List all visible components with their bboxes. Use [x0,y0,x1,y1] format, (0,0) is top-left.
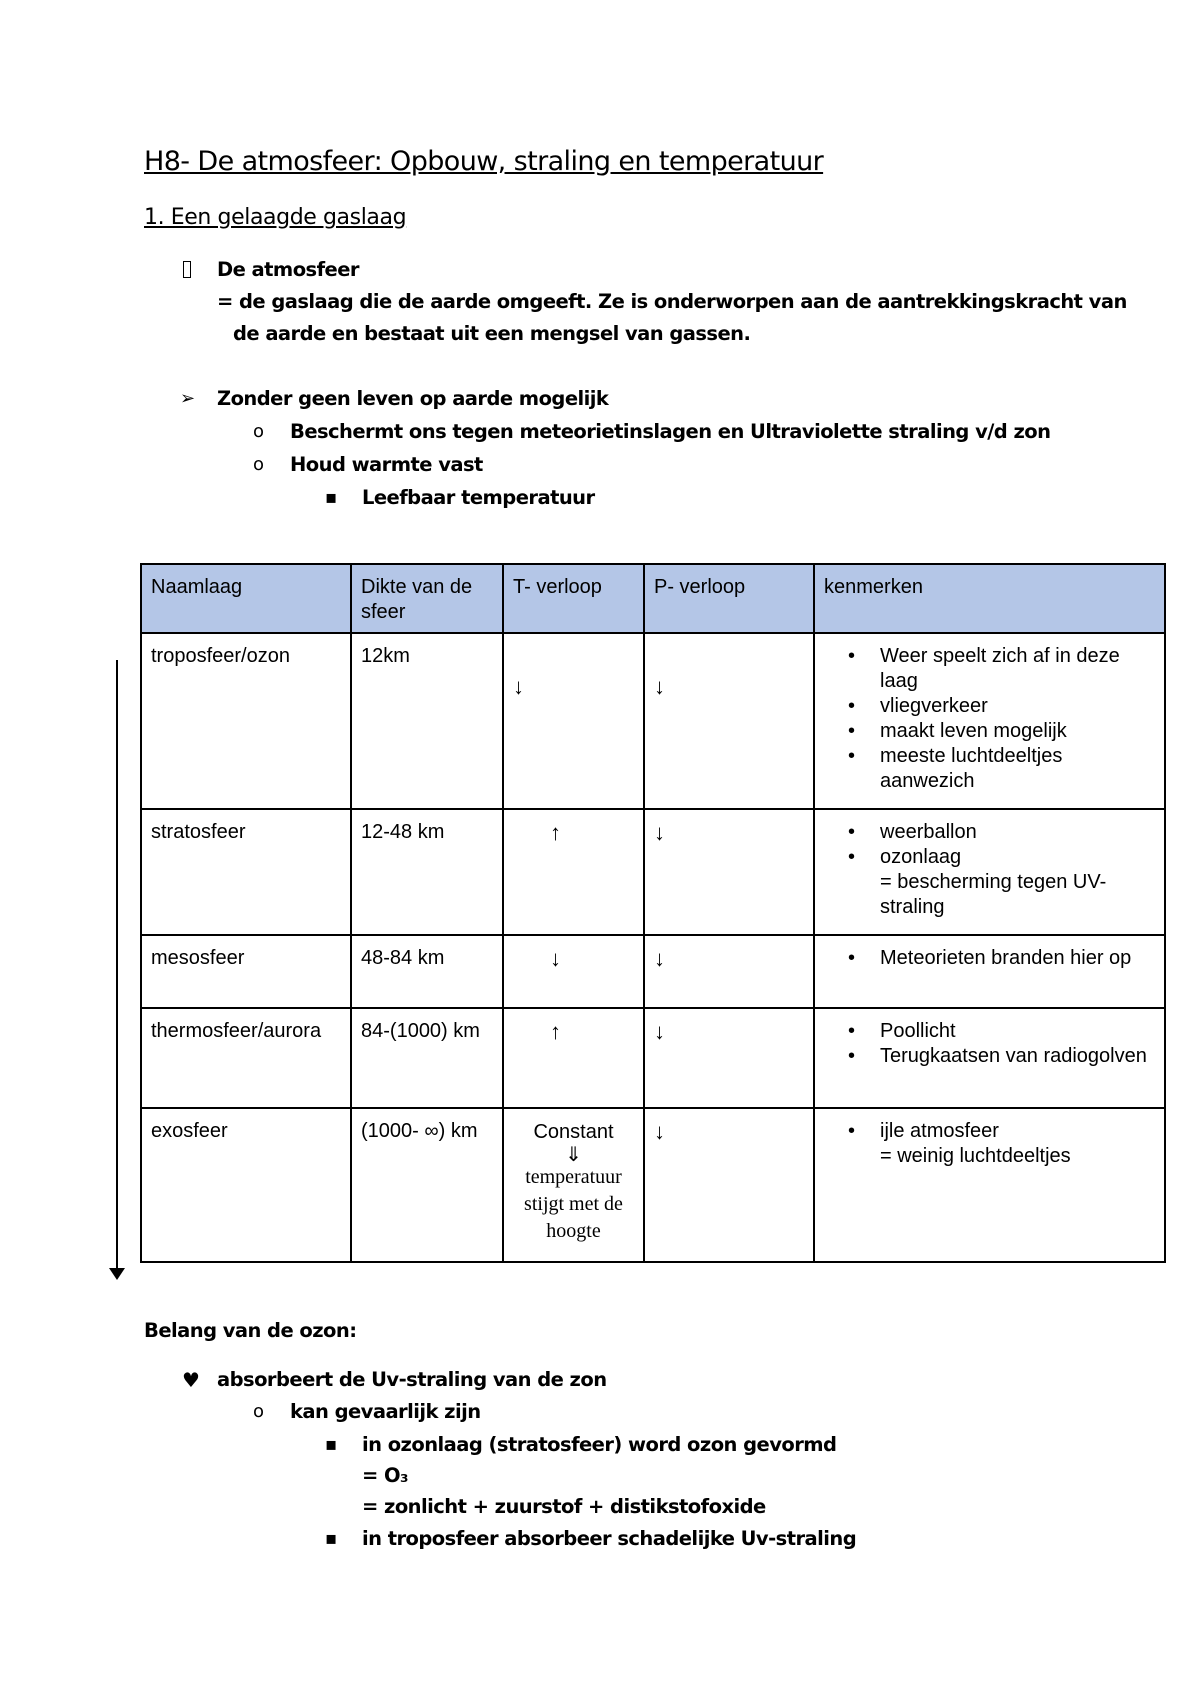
altitude-arrow-line [116,660,118,1272]
sub-point-warmth: Houd warmte vast [290,453,483,476]
sub-sub-point-temperature: Leefbaar temperatuur [362,486,595,509]
layer-name: stratosfeer [141,809,351,935]
term-atmosfeer: De atmosfeer [217,258,359,281]
layer-features [814,1108,1165,1262]
placeholder-box-icon [183,257,191,283]
table-row [141,1108,1165,1262]
double-arrow-down-icon: ⇓ [565,1144,582,1166]
sub-point-protection: Beschermt ons tegen meteorietinslagen en Ultraviolette straling v/d zon [290,420,1051,443]
pressure-trend: ↓ [644,1008,814,1108]
section-heading: 1. Een gelaagde gaslaag [144,205,407,230]
circle-bullet-icon: o [253,454,264,475]
ozone-sub-point: kan gevaarlijk zijn [290,1400,481,1423]
square-bullet-icon: ▪ [325,1528,337,1549]
layer-features [814,935,1165,1008]
column-header: P- verloop [644,564,814,633]
ozone-heading: Belang van de ozon: [144,1319,357,1342]
layer-features [814,1008,1165,1108]
feature-item: • maakt leven mogelijk [880,719,1155,744]
feature-item: • ozonlaag [880,845,1155,870]
layer-thickness: 12-48 km [351,809,503,935]
feature-item: • Terugkaatsen van radiogolven [880,1044,1155,1069]
feature-item: • Weer speelt zich af in deze laag [880,644,1155,694]
layer-thickness: 12km [351,633,503,809]
feature-item: • ijle atmosfeer [880,1119,1155,1144]
temperature-note: temperatuur stijgt met de hoogte [524,1166,623,1242]
square-bullet-icon: ▪ [325,487,337,508]
temperature-trend: ↓ [503,633,644,809]
layer-thickness: 84-(1000) km [351,1008,503,1108]
circle-bullet-icon: o [253,1401,264,1422]
feature-note: = weinig luchtdeeltjes [880,1145,1071,1167]
temperature-trend: ↑ [503,809,644,935]
feature-item: • meeste luchtdeeltjes aanwezich [880,744,1155,794]
feature-item: • Meteorieten branden hier op [880,946,1155,971]
layer-name: mesosfeer [141,935,351,1008]
definition-line-2: de aarde en bestaat uit een mengsel van gassen. [233,322,751,345]
ozone-item-1: in ozonlaag (stratosfeer) word ozon gevormd [362,1433,837,1456]
atmosphere-layers-table [140,563,1166,1263]
column-header: Dikte van de sfeer [351,564,503,633]
arrow-bullet-icon: ➢ [180,388,195,409]
temperature-trend: ↓ [503,935,644,1008]
column-header: kenmerken [814,564,1165,633]
pressure-trend: ↓ [644,1108,814,1262]
temperature-trend: ↑ [503,1008,644,1108]
column-header: Naamlaag [141,564,351,633]
layer-features [814,809,1165,935]
pressure-trend: ↓ [644,809,814,935]
ozone-item-2: in troposfeer absorbeer schadelijke Uv-straling [362,1527,857,1550]
heart-bullet-icon: ♥ [182,1368,200,1392]
square-bullet-icon: ▪ [325,1434,337,1455]
circle-bullet-icon: o [253,421,264,442]
ozone-point: absorbeert de Uv-straling van de zon [217,1368,607,1391]
feature-item: • weerballon [880,820,1155,845]
layer-name: exosfeer [141,1108,351,1262]
temperature-trend [503,1108,644,1262]
constant-label: Constant [533,1121,614,1143]
table-row [141,1008,1165,1108]
pressure-trend: ↓ [644,633,814,809]
layer-name: thermosfeer/aurora [141,1008,351,1108]
table-header-row [141,564,1165,633]
column-header: T- verloop [503,564,644,633]
layer-features [814,633,1165,809]
pressure-trend: ↓ [644,935,814,1008]
feature-item: • Poollicht [880,1019,1155,1044]
table-row [141,633,1165,809]
ozone-item-1-eq1: = O₃ [362,1464,409,1487]
table-row [141,809,1165,935]
page-title: H8- De atmosfeer: Opbouw, straling en temperatuur [144,146,824,177]
layer-thickness: 48-84 km [351,935,503,1008]
layer-name: troposfeer/ozon [141,633,351,809]
point-no-life: Zonder geen leven op aarde mogelijk [217,387,609,410]
layer-thickness: (1000- ∞) km [351,1108,503,1262]
table-row [141,935,1165,1008]
arrow-down-icon [109,1268,125,1280]
ozone-item-1-eq2: = zonlicht + zuurstof + distikstofoxide [362,1495,766,1518]
feature-note: = bescherming tegen UV-straling [880,871,1107,918]
definition-line-1: = de gaslaag die de aarde omgeeft. Ze is onderworpen aan de aantrekkingskracht van [217,290,1127,313]
feature-item: • vliegverkeer [880,694,1155,719]
